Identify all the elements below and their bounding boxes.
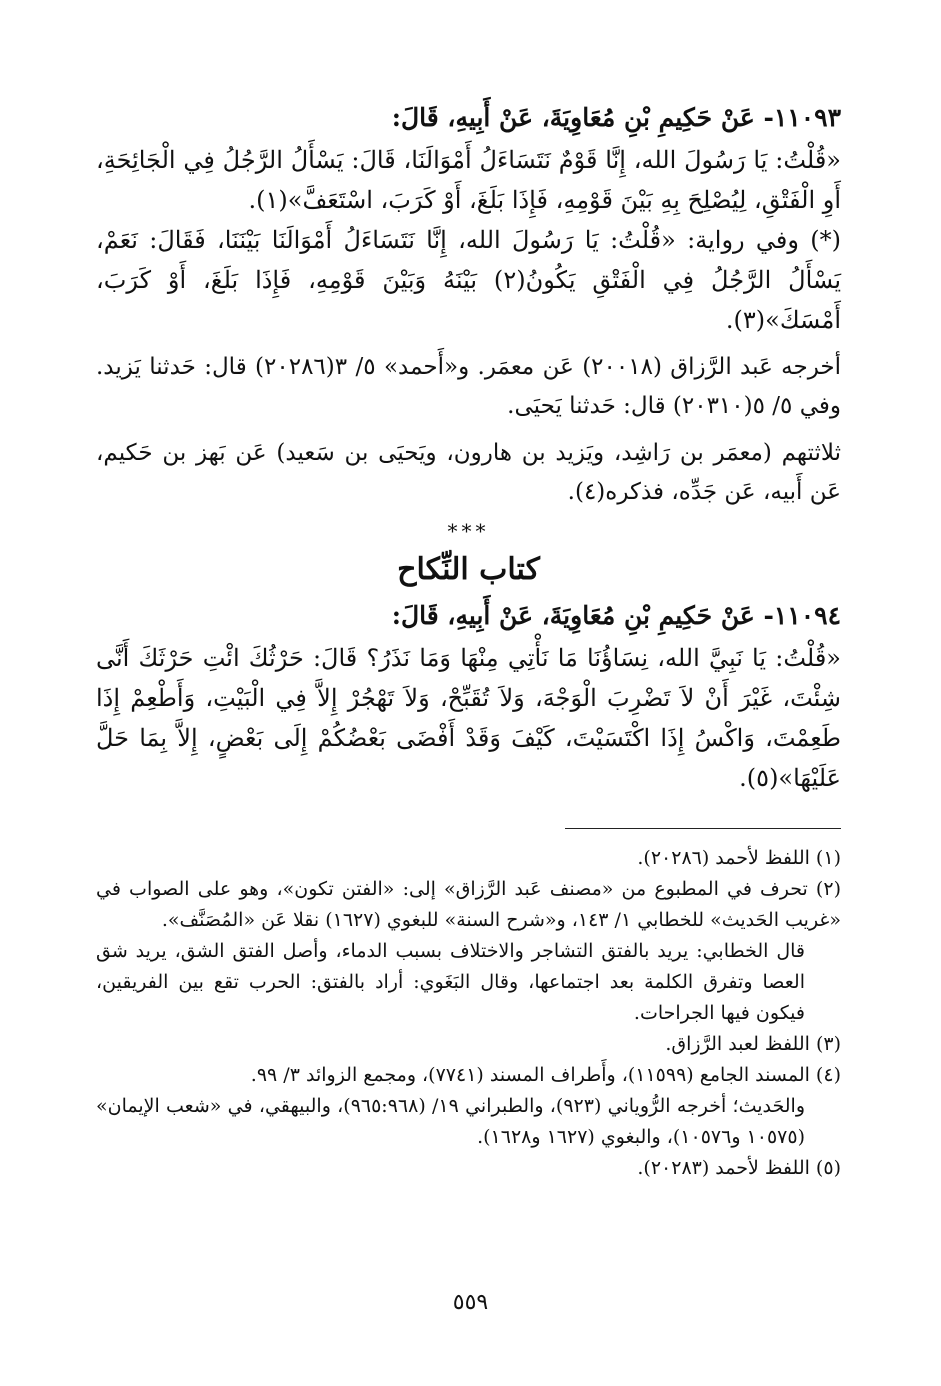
footnote-2: (٢) تحرف في المطبوع من «مصنف عَبد الرَّزاق» إلى: «الفتن تكون»، وهو على الصواب في «غريب الحَديث» للخطابي ١/ ١٤٣، و«شرح السنة» للبغوي (١٦٢٧) نقلا عَن «المُصَنَّف». (96, 878, 841, 931)
footnote-4: (٤) المسند الجامع (١١٥٩٩)، وأَطراف المسند (٧٧٤١)، ومجمع الزوائد ٣/ ٩٩. (250, 1064, 841, 1086)
footnote-3: (٣) اللفظ لعبد الرَّزاق. (665, 1033, 841, 1055)
hadith-1094-heading: ١١٠٩٤- عَنْ حَكِيمِ بْنِ مُعَاوِيَةَ، عَنْ أَبِيهِ، قَالَ: (391, 601, 841, 630)
footnote-2-note: قال الخطابي: يريد بالفتق التشاجر والاختلاف بسبب الدماء، وأصل الفتق الشق، يريد شق العصا وتفرق الكلمة بعد اجتماعها، وقال البَغَوي: أراد بالفتق: الحرب تقع بين الفريقين، فيكون فيها الجراحات. (96, 940, 805, 1024)
footnote-5: (٥) اللفظ لأحمد (٢٠٢٨٣). (637, 1157, 841, 1179)
footnote-4-note: والحَديث؛ أخرجه الرُّوياني (٩٢٣)، والطبراني ١٩/ (٩٦٥:٩٦٨)، والبيهقي، في «شعب الإيمان» (١٠٥٧٥ و١٠٥٧٦)، والبغوي (١٦٢٧ و١٦٢٨). (96, 1095, 805, 1148)
book-title: كتاب النِّكاح (397, 552, 540, 587)
hadith-1094-text: «قُلْتُ: يَا نَبِيَّ الله، نِسَاؤُنَا مَا نَأْتِي مِنْهَا وَمَا نَذَرُ؟ قَالَ: حَرْثُكَ ائْتِ حَرْثَكَ أَنَّى شِئْتَ، غَيْرَ أَنْ لاَ تَضْرِبَ الْوَجْهَ، وَلاَ تُقَبِّحْ، وَلاَ تَهْجُرْ إِلاَّ فِي الْبَيْتِ، وَأَطْعِمْ إِذَا طَعِمْتَ، وَاكْسُ إِذَا اكْتَسَيْتَ، كَيْفَ وَقَدْ أَفْضَى بَعْضُكُمْ إِلَى بَعْضٍ، إِلاَّ بِمَا حَلَّ عَلَيْهَا»(٥). (96, 644, 841, 792)
hadith-1093-riwaya: (*) وفي رواية: «قُلْتُ: يَا رَسُولَ الله، إِنَّا نَتَسَاءَلُ أَمْوَالَنَا بَيْنَنَا، فَقَالَ: نَعَمْ، يَسْأَلُ الرَّجُلُ فِي الْفَتْقِ يَكُونُ(٢) بَيْنَهُ وَبَيْنَ قَوْمِهِ، فَإِذَا بَلَغَ، أَوْ كَرَبَ، أَمْسَكَ»(٣). (96, 226, 842, 334)
hadith-1093-takhrij-chain: ثلاثتهم (معمَر بن رَاشِد، ويَزيد بن هارون، ويَحيَى بن سَعيد) عَن بَهز بن حَكيم، عَن أَبيه، عَن جَدِّه، فذكره(٤). (96, 440, 841, 505)
footnote-divider (565, 828, 841, 829)
footnotes (96, 843, 841, 1184)
hadith-1093-text: «قُلْتُ: يَا رَسُولَ الله، إِنَّا قَوْمٌ نَتَسَاءَلُ أَمْوَالَنَا، قَالَ: يَسْأَلُ الرَّجُلُ فِي الْجَائِحَةِ، أَوِ الْفَتْقِ، لِيُصْلِحَ بِهِ بَيْنَ قَوْمِهِ، فَإِذَا بَلَغَ، أَوْ كَرَبَ، اسْتَعَفَّ»(١). (96, 146, 841, 214)
footnote-1: (١) اللفظ لأحمد (٢٠٢٨٦). (637, 847, 841, 869)
hadith-1093-heading: ١١٠٩٣- عَنْ حَكِيمِ بْنِ مُعَاوِيَةَ، عَنْ أَبِيهِ، قَالَ: (391, 103, 841, 132)
hadith-1093-takhrij: أخرجه عَبد الرَّزاق (٢٠٠١٨) عَن معمَر. و«أَحمد» ٥/ ٣(٢٠٢٨٦) قال: حَدثنا يَزيد. وفي ٥/ ٥(٢٠٣١٠) قال: حَدثنا يَحيَى. (96, 354, 841, 419)
section-separator: *** (447, 519, 490, 543)
page-number: ٥٥٩ (452, 1290, 489, 1315)
